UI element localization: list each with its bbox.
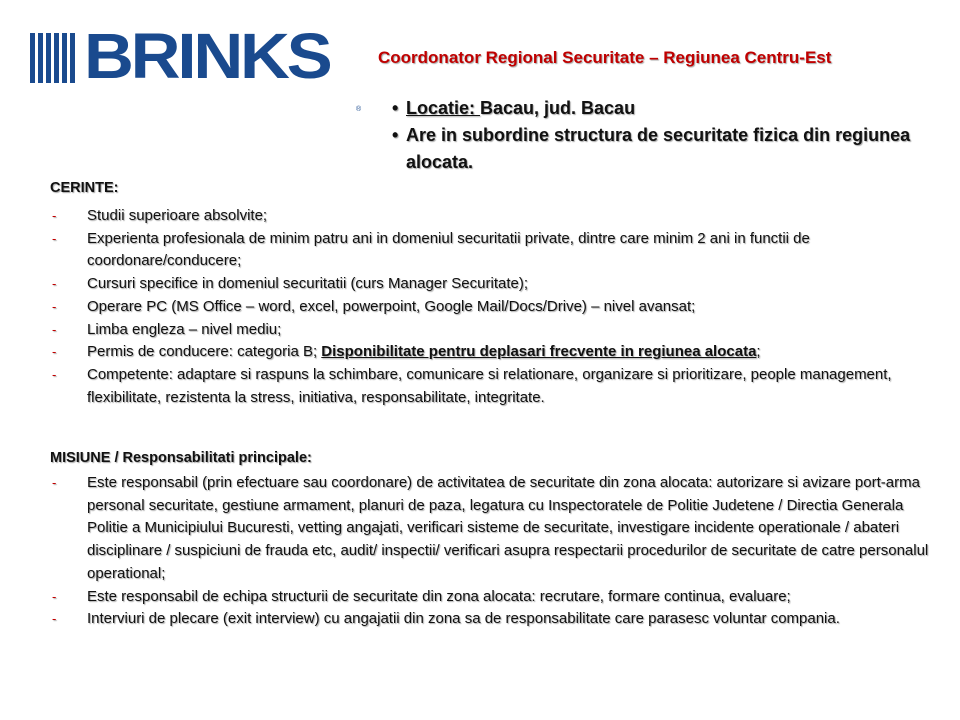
logo-registered-mark: ® xyxy=(356,106,362,113)
mission-item: - Interviuri de plecare (exit interview) cu angajatii din zona sa de responsabilitate care parasesc voluntar compania. xyxy=(50,608,930,631)
mission-list xyxy=(50,472,930,631)
requirement-item xyxy=(50,341,930,364)
logo-wordmark: BRINKS xyxy=(84,20,330,92)
travel-availability-emphasis: Disponibilitate pentru deplasari frecvente in regiunea alocata xyxy=(321,343,757,361)
brinks-logo xyxy=(30,20,362,113)
requirements-heading: CERINTE: xyxy=(50,180,119,196)
requirement-item: - Operare PC (MS Office – word, excel, powerpoint, Google Mail/Docs/Drive) – nivel avansat; xyxy=(50,296,930,319)
mission-item: - Este responsabil (prin efectuare sau coordonare) de activitatea de securitate din zona alocata: autorizare si avizare port-arma personal securitate, gestiune armament, planuri de paza, legatura cu Inspectoratele de Politie Judetene / Directia Generala Politie a Municipiului Bucuresti, vetting angajati, verificari sisteme de securitate, investigare incidente operationale / abateri disciplinare / suspiciuni de frauda etc, audit/ inspectii/ verificari asupra respectarii procedurilor de securitate de catre personalul operational; xyxy=(50,472,930,586)
requirement-item: - Competente: adaptare si raspuns la schimbare, comunicare si relationare, organizare si prioritizare, people management, flexibilitate, rezistenta la stress, initiativa, responsabilitate, integritate. xyxy=(50,364,930,409)
mission-item: - Este responsabil de echipa structurii de securitate din zona alocata: recrutare, formare continua, evaluare; xyxy=(50,586,930,609)
requirement-item: - Cursuri specifice in domeniul securitatii (curs Manager Securitate); xyxy=(50,273,930,296)
location-label: Locatie: xyxy=(406,98,481,118)
location-item xyxy=(392,95,932,122)
requirement-item: - Limba engleza – nivel mediu; xyxy=(50,319,930,342)
mission-heading: MISIUNE / Responsabilitati principale: xyxy=(50,450,312,466)
license-suffix: ; xyxy=(756,343,761,361)
subordinate-item: • Are in subordine structura de securitate fizica din regiunea alocata. xyxy=(392,122,932,176)
job-title: Coordonator Regional Securitate – Regiunea Centru-Est xyxy=(378,48,832,67)
logo-stripes-graphic xyxy=(30,33,86,83)
license-text: Permis de conducere: categoria B; xyxy=(87,343,322,361)
location-value: Bacau, jud. Bacau xyxy=(480,98,636,118)
job-summary xyxy=(392,95,932,176)
requirement-item: - Experienta profesionala de minim patru ani in domeniul securitatii private, dintre care minim 2 ani in functii de coordonare/conducere; xyxy=(50,228,930,273)
requirements-list xyxy=(50,205,930,409)
requirement-item: - Studii superioare absolvite; xyxy=(50,205,930,228)
